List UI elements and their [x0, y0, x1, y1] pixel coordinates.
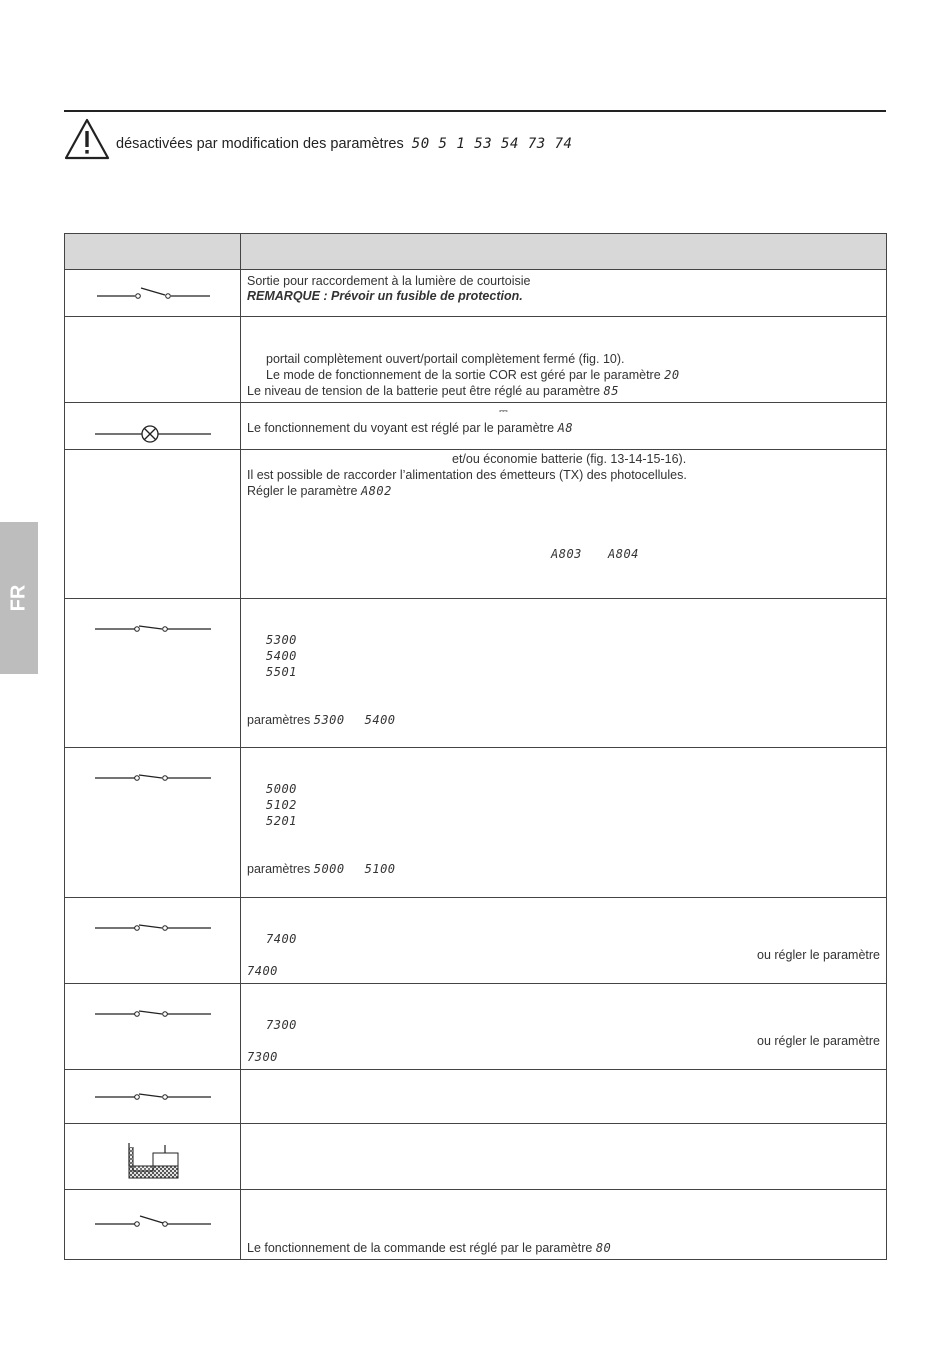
antenna-terminal-icon — [65, 1141, 240, 1181]
switch-contact-icon — [65, 1215, 240, 1229]
row2-mode-text: Le mode de fonctionnement de la sortie COR est géré par le paramètre — [266, 368, 661, 382]
param-code: 7400 — [266, 932, 297, 946]
row2-text: portail complètement ouvert/portail complètement fermé (fig. 10). — [266, 352, 625, 366]
table-row — [65, 402, 886, 450]
row8-text: ou régler le paramètre — [757, 1034, 880, 1048]
param-code: 5300 — [313, 713, 345, 727]
params-label: paramètres — [247, 713, 311, 727]
row2-mode — [266, 367, 680, 383]
row3-text — [247, 420, 573, 436]
param-code: A802 — [360, 484, 392, 498]
param-code: 7300 — [266, 1018, 297, 1032]
top-rule — [64, 110, 886, 112]
param-code: 5400 — [266, 649, 297, 663]
row4-power: Il est possible de raccorder l’alimentation des émetteurs (TX) des photocellules. — [247, 468, 687, 482]
contact-icon — [65, 1088, 240, 1102]
param-code: 5000 — [266, 782, 297, 796]
table-row — [65, 598, 886, 748]
row7-text: ou régler le paramètre — [757, 948, 880, 962]
param-code: 5100 — [364, 862, 396, 876]
table-row — [65, 983, 886, 1070]
language-tab — [0, 522, 38, 674]
table-row — [65, 316, 886, 403]
warning-text — [116, 136, 572, 152]
row1-text: Sortie pour raccordement à la lumière de courtoisie — [247, 274, 531, 288]
param-code: 5300 — [266, 633, 297, 647]
row3-text-main: Le fonctionnement du voyant est réglé par le paramètre — [247, 421, 555, 435]
language-label: FR — [7, 584, 30, 612]
row11-text-main: Le fonctionnement de la commande est réglé par le paramètre — [247, 1241, 593, 1255]
table-row — [65, 449, 886, 599]
row4-text: et/ou économie batterie (fig. 13-14-15-16). — [452, 452, 687, 466]
contact-icon — [65, 919, 240, 933]
row2-voltage — [247, 383, 619, 399]
warning-sentence: désactivées par modification des paramètres — [116, 136, 404, 152]
param-code: 5201 — [266, 814, 297, 828]
contact-icon — [65, 620, 240, 634]
dc-symbol: ⎓ — [499, 405, 508, 417]
lamp-icon — [65, 424, 240, 444]
param-code: 85 — [603, 384, 619, 398]
row6-params — [247, 861, 396, 877]
row4-param-text: Régler le paramètre — [247, 484, 358, 498]
row1-note: REMARQUE : Prévoir un fusible de protection. — [247, 289, 523, 303]
table-row — [65, 1069, 886, 1124]
switch-contact-icon — [65, 287, 240, 301]
param-code: A803 — [551, 547, 582, 561]
params-label: paramètres — [247, 862, 311, 876]
param-code: 20 — [664, 368, 680, 382]
param-code: A8 — [557, 421, 574, 435]
warning-triangle-icon — [64, 118, 110, 160]
table-row — [65, 1189, 886, 1259]
row11-text — [247, 1240, 611, 1256]
table-row — [65, 747, 886, 898]
warning-codes: 50 5 1 53 54 73 74 — [411, 136, 573, 152]
table-header — [65, 234, 886, 270]
table-row — [65, 269, 886, 317]
contact-icon — [65, 1005, 240, 1019]
table-row — [65, 1123, 886, 1190]
param-code: 80 — [595, 1241, 612, 1255]
param-code: 7300 — [247, 1050, 278, 1064]
table-row — [65, 897, 886, 984]
param-code: 5000 — [313, 862, 345, 876]
row4-param — [247, 483, 392, 499]
param-code: 7400 — [247, 964, 278, 978]
terminal-table — [64, 233, 887, 1260]
row5-params — [247, 712, 396, 728]
param-code: A804 — [608, 547, 639, 561]
param-code: 5400 — [364, 713, 396, 727]
param-code: 5501 — [266, 665, 297, 679]
contact-icon — [65, 769, 240, 783]
column-divider — [240, 234, 241, 1259]
param-code: 5102 — [266, 798, 297, 812]
row2-voltage-text: Le niveau de tension de la batterie peut être réglé au paramètre — [247, 384, 601, 398]
